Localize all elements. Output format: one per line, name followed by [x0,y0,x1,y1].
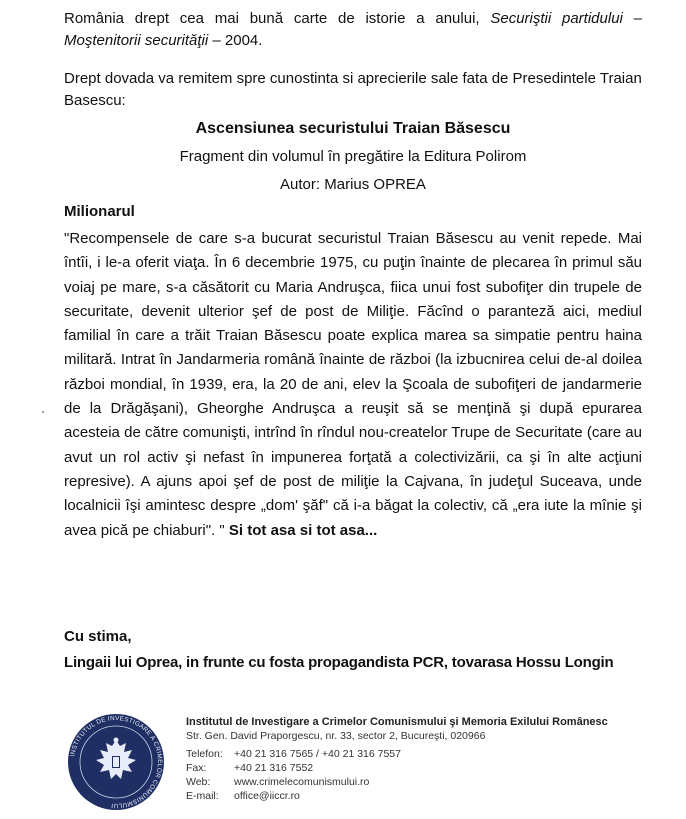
intro-paragraph-2: Drept dovada va remitem spre cunostinta si aprecierile sale fata de Presedintele Traian Basescu: [64,70,642,109]
svg-text:INSTITUTUL DE INVESTIGARE A CR: INSTITUTUL DE INVESTIGARE A CRIMELOR COMUNISMULUI [69,714,164,810]
contact-row-web [186,775,608,789]
website-link[interactable]: www.crimelecomunismului.ro [234,776,370,788]
intro-tail-text: – 2004. [208,32,263,49]
contact-label: Telefon: [186,748,223,760]
article-author: Autor: Marius OPREA [280,176,426,193]
section-title: Milionarul [64,203,135,220]
contact-row-fax [186,761,608,775]
institution-seal-logo [66,712,166,812]
closing-greeting: Cu stima, [64,628,132,645]
email-link[interactable]: office@iiccr.ro [234,790,300,802]
footer-contact-block [186,715,608,803]
section-body-text: "Recompensele de care s-a bucurat securistul Traian Băsescu au venit repede. Mai întîi, i le-a oferit viaţa. În 6 decembrie 1975, cu puţin înainte de plecarea în primul său voiaj pe mare, s-a căsătorit cu Maria Andruşca, fiica unui fost subofiţer din trupele de securitate, devenit ulterior şef de post de Miliţie. Făcînd o paranteză aici, mediul familial în care a trăit Traian Băsescu poate explica marea sa simpatie pentru haina militară. Intrat în Jandarmeria română înainte de război (la izbucnirea celui de-al doilea război mondial, în 1939, era, la 20 de ani, elev la Şcoala de subofiţeri de jandarmerie de la Drăgăşani), Gheorghe Andruşca a reuşit să se menţină şi după epurarea acesteia de către comunişti, intrînd în rîndul nou-createlor Trupe de Securitate (care au avut un rol activ şi nefast în impunerea forţată a colectivizării, ca şi în alte acţiuni represive). A ajuns apoi şef de post de miliţie la Cajvana, în judeţul Suceava, unde localnicii îşi amintesc despre „dom' şăf" că i-a băgat la colectiv, că „era iute la mînie şi avea pică pe chiaburi". " [64,230,642,539]
institution-name: Institutul de Investigare a Crimelor Comunismului şi Memoria Exilului Românesc [186,716,608,728]
intro-paragraph-1 [64,8,642,52]
section-body [64,227,642,543]
institution-address: Str. Gen. David Praporgescu, nr. 33, sector 2, Bucureşti, 020966 [186,730,486,742]
contact-row-email [186,789,608,803]
intro-lead-text: România drept cea mai bună carte de istorie a anului, [64,10,491,27]
closing-signature: Lingaii lui Oprea, in frunte cu fosta propagandista PCR, tovarasa Hossu Longin [64,654,614,671]
contact-label: Web: [186,776,211,788]
contact-value: +40 21 316 7552 [234,762,314,774]
book-title: Securiştii partidului – Moştenitorii securităţii [64,10,642,49]
section-body-bold: Si tot asa si tot asa... [224,521,378,539]
contact-label: E-mail: [186,790,219,802]
article-title: Ascensiunea securistului Traian Băsescu [195,120,511,137]
contact-value: +40 21 316 7565 / +40 21 316 7557 [234,748,401,760]
contact-row-phone [186,747,608,761]
contact-label: Fax: [186,762,207,774]
article-subtitle: Fragment din volumul în pregătire la Editura Polirom [179,148,527,165]
margin-dot [42,411,44,413]
